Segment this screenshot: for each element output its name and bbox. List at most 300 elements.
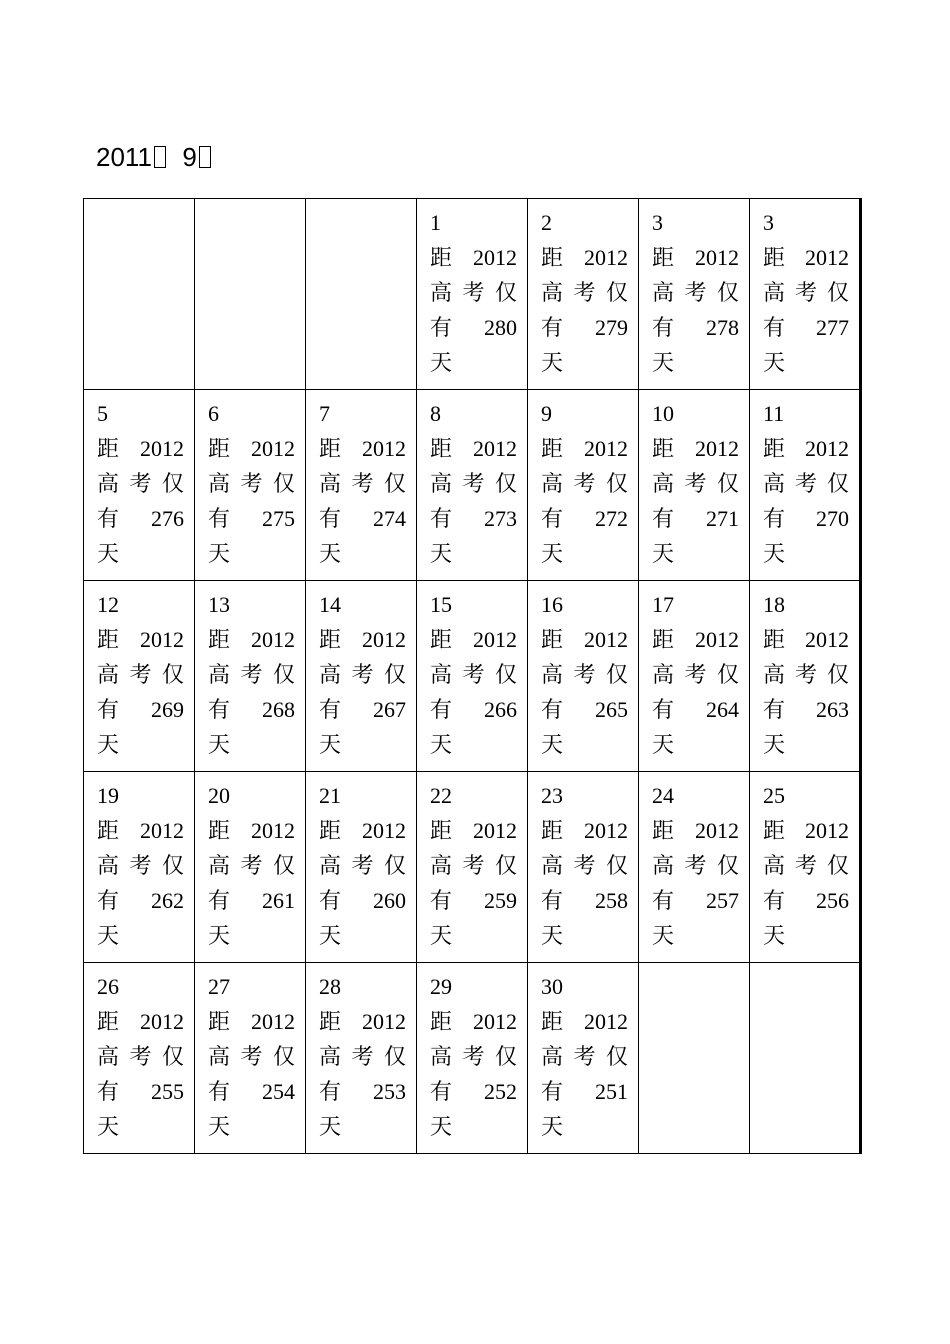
ju-char: 距 bbox=[430, 436, 453, 461]
day-content bbox=[639, 772, 749, 953]
jin-char: 仅 bbox=[494, 1044, 517, 1069]
exam-year: 2012 bbox=[584, 818, 628, 843]
gao-char: 高 bbox=[541, 853, 564, 878]
day-number: 19 bbox=[97, 783, 119, 808]
gao-char: 高 bbox=[97, 471, 120, 496]
countdown-line-3 bbox=[763, 501, 849, 536]
countdown-line-1 bbox=[541, 240, 628, 275]
gao-char: 高 bbox=[652, 853, 675, 878]
ju-char: 距 bbox=[97, 627, 120, 652]
countdown-line-3 bbox=[208, 1074, 295, 1109]
calendar-day-cell bbox=[750, 772, 861, 963]
calendar-day-cell bbox=[195, 772, 306, 963]
exam-year: 2012 bbox=[695, 245, 739, 270]
day-number: 26 bbox=[97, 974, 119, 999]
you-char: 有 bbox=[97, 1079, 120, 1104]
you-char: 有 bbox=[652, 315, 675, 340]
days-remaining: 272 bbox=[595, 506, 628, 531]
kao-char: 考 bbox=[129, 853, 152, 878]
calendar-empty-cell bbox=[639, 963, 750, 1154]
day-number: 2 bbox=[541, 210, 552, 235]
days-remaining: 261 bbox=[262, 888, 295, 913]
countdown-line-3 bbox=[763, 883, 849, 918]
days-remaining: 280 bbox=[484, 315, 517, 340]
day-content bbox=[84, 581, 194, 762]
countdown-line-3 bbox=[652, 310, 739, 345]
days-remaining: 257 bbox=[706, 888, 739, 913]
exam-year: 2012 bbox=[805, 627, 849, 652]
day-number: 14 bbox=[319, 592, 341, 617]
calendar-day-cell bbox=[750, 581, 861, 772]
days-remaining: 269 bbox=[151, 697, 184, 722]
day-content bbox=[417, 199, 527, 380]
exam-year: 2012 bbox=[473, 245, 517, 270]
days-remaining: 273 bbox=[484, 506, 517, 531]
tian-char: 天 bbox=[541, 541, 564, 566]
ju-char: 距 bbox=[319, 818, 342, 843]
countdown-line-2 bbox=[97, 848, 184, 883]
countdown-line-1 bbox=[97, 622, 184, 657]
countdown-line-2 bbox=[208, 848, 295, 883]
jin-char: 仅 bbox=[383, 662, 406, 687]
kao-char: 考 bbox=[462, 853, 485, 878]
kao-char: 考 bbox=[573, 662, 596, 687]
day-number: 20 bbox=[208, 783, 230, 808]
countdown-line-3 bbox=[319, 1074, 406, 1109]
calendar-week-row bbox=[84, 963, 861, 1154]
you-char: 有 bbox=[208, 506, 231, 531]
you-char: 有 bbox=[319, 697, 342, 722]
jin-char: 仅 bbox=[383, 853, 406, 878]
day-content bbox=[750, 772, 859, 953]
tian-char: 天 bbox=[430, 350, 453, 375]
kao-char: 考 bbox=[794, 853, 817, 878]
exam-year: 2012 bbox=[695, 436, 739, 461]
tian-char: 天 bbox=[208, 923, 231, 948]
tian-char: 天 bbox=[319, 1114, 342, 1139]
exam-year: 2012 bbox=[805, 245, 849, 270]
countdown-line-1 bbox=[319, 431, 406, 466]
day-content bbox=[528, 199, 638, 380]
calendar-day-cell bbox=[195, 581, 306, 772]
days-remaining: 266 bbox=[484, 697, 517, 722]
days-remaining: 258 bbox=[595, 888, 628, 913]
kao-char: 考 bbox=[573, 280, 596, 305]
countdown-line-2 bbox=[541, 1039, 628, 1074]
ju-char: 距 bbox=[541, 818, 564, 843]
calendar-day-cell bbox=[84, 390, 195, 581]
kao-char: 考 bbox=[351, 1044, 374, 1069]
you-char: 有 bbox=[430, 888, 453, 913]
jin-char: 仅 bbox=[383, 1044, 406, 1069]
title-year: 2011 bbox=[96, 142, 152, 172]
kao-char: 考 bbox=[794, 471, 817, 496]
ju-char: 距 bbox=[652, 245, 675, 270]
ju-char: 距 bbox=[208, 436, 231, 461]
countdown-line-1 bbox=[430, 240, 517, 275]
jin-char: 仅 bbox=[605, 662, 628, 687]
day-content bbox=[84, 963, 194, 1144]
countdown-line-3 bbox=[430, 310, 517, 345]
countdown-line-3 bbox=[97, 883, 184, 918]
gao-char: 高 bbox=[319, 662, 342, 687]
kao-char: 考 bbox=[351, 471, 374, 496]
ju-char: 距 bbox=[541, 436, 564, 461]
ju-char: 距 bbox=[208, 627, 231, 652]
calendar-body bbox=[84, 199, 861, 1154]
ju-char: 距 bbox=[97, 1009, 120, 1034]
you-char: 有 bbox=[541, 1079, 564, 1104]
countdown-line-2 bbox=[319, 848, 406, 883]
kao-char: 考 bbox=[240, 471, 263, 496]
gao-char: 高 bbox=[97, 662, 120, 687]
tian-char: 天 bbox=[208, 732, 231, 757]
gao-char: 高 bbox=[319, 853, 342, 878]
countdown-line-2 bbox=[541, 657, 628, 692]
countdown-line-1 bbox=[319, 622, 406, 657]
tian-char: 天 bbox=[652, 541, 675, 566]
gao-char: 高 bbox=[430, 280, 453, 305]
countdown-line-1 bbox=[763, 622, 849, 657]
you-char: 有 bbox=[763, 506, 786, 531]
tian-char: 天 bbox=[763, 923, 786, 948]
calendar-day-cell bbox=[195, 390, 306, 581]
day-number: 16 bbox=[541, 592, 563, 617]
exam-year: 2012 bbox=[695, 818, 739, 843]
jin-char: 仅 bbox=[605, 471, 628, 496]
day-number: 6 bbox=[208, 401, 219, 426]
calendar-table bbox=[83, 198, 862, 1154]
day-content bbox=[528, 772, 638, 953]
you-char: 有 bbox=[319, 506, 342, 531]
day-number: 25 bbox=[763, 783, 785, 808]
you-char: 有 bbox=[208, 697, 231, 722]
calendar-day-cell bbox=[417, 581, 528, 772]
exam-year: 2012 bbox=[362, 436, 406, 461]
countdown-line-3 bbox=[319, 692, 406, 727]
ju-char: 距 bbox=[430, 1009, 453, 1034]
countdown-line-1 bbox=[208, 622, 295, 657]
tian-char: 天 bbox=[541, 732, 564, 757]
days-remaining: 274 bbox=[373, 506, 406, 531]
you-char: 有 bbox=[541, 506, 564, 531]
gao-char: 高 bbox=[208, 853, 231, 878]
kao-char: 考 bbox=[684, 853, 707, 878]
days-remaining: 275 bbox=[262, 506, 295, 531]
day-number: 23 bbox=[541, 783, 563, 808]
countdown-line-1 bbox=[763, 431, 849, 466]
kao-char: 考 bbox=[573, 471, 596, 496]
countdown-line-3 bbox=[541, 310, 628, 345]
tian-char: 天 bbox=[652, 732, 675, 757]
jin-char: 仅 bbox=[716, 853, 739, 878]
day-number: 24 bbox=[652, 783, 674, 808]
countdown-line-1 bbox=[97, 431, 184, 466]
day-number: 21 bbox=[319, 783, 341, 808]
calendar-day-cell bbox=[417, 199, 528, 390]
countdown-line-2 bbox=[541, 466, 628, 501]
day-content bbox=[417, 963, 527, 1144]
countdown-line-1 bbox=[763, 813, 849, 848]
countdown-line-1 bbox=[319, 813, 406, 848]
gao-char: 高 bbox=[430, 1044, 453, 1069]
jin-char: 仅 bbox=[826, 853, 849, 878]
gao-char: 高 bbox=[319, 471, 342, 496]
day-content bbox=[306, 390, 416, 571]
gao-char: 高 bbox=[652, 471, 675, 496]
jin-char: 仅 bbox=[383, 471, 406, 496]
kao-char: 考 bbox=[794, 662, 817, 687]
tian-char: 天 bbox=[763, 350, 786, 375]
gao-char: 高 bbox=[652, 280, 675, 305]
ju-char: 距 bbox=[319, 1009, 342, 1034]
jin-char: 仅 bbox=[494, 471, 517, 496]
tian-char: 天 bbox=[97, 923, 120, 948]
countdown-line-2 bbox=[652, 657, 739, 692]
calendar-day-cell bbox=[639, 199, 750, 390]
countdown-line-3 bbox=[430, 883, 517, 918]
exam-year: 2012 bbox=[251, 1009, 295, 1034]
calendar-day-cell bbox=[639, 390, 750, 581]
day-content bbox=[639, 581, 749, 762]
jin-char: 仅 bbox=[605, 853, 628, 878]
day-content bbox=[639, 390, 749, 571]
calendar-day-cell bbox=[750, 390, 861, 581]
countdown-line-2 bbox=[430, 466, 517, 501]
ju-char: 距 bbox=[319, 627, 342, 652]
ju-char: 距 bbox=[763, 436, 786, 461]
exam-year: 2012 bbox=[362, 1009, 406, 1034]
days-remaining: 265 bbox=[595, 697, 628, 722]
countdown-line-2 bbox=[208, 1039, 295, 1074]
days-remaining: 253 bbox=[373, 1079, 406, 1104]
exam-year: 2012 bbox=[362, 627, 406, 652]
day-number: 15 bbox=[430, 592, 452, 617]
days-remaining: 260 bbox=[373, 888, 406, 913]
days-remaining: 271 bbox=[706, 506, 739, 531]
day-number: 7 bbox=[319, 401, 330, 426]
kao-char: 考 bbox=[351, 662, 374, 687]
countdown-line-1 bbox=[652, 622, 739, 657]
you-char: 有 bbox=[652, 506, 675, 531]
tian-char: 天 bbox=[541, 1114, 564, 1139]
gao-char: 高 bbox=[763, 280, 786, 305]
kao-char: 考 bbox=[129, 662, 152, 687]
countdown-line-3 bbox=[541, 1074, 628, 1109]
page-title bbox=[96, 142, 213, 173]
countdown-line-3 bbox=[97, 692, 184, 727]
exam-year: 2012 bbox=[362, 818, 406, 843]
ju-char: 距 bbox=[763, 818, 786, 843]
you-char: 有 bbox=[430, 315, 453, 340]
days-remaining: 262 bbox=[151, 888, 184, 913]
countdown-line-2 bbox=[430, 1039, 517, 1074]
countdown-line-2 bbox=[763, 848, 849, 883]
countdown-line-2 bbox=[763, 466, 849, 501]
gao-char: 高 bbox=[430, 662, 453, 687]
ju-char: 距 bbox=[541, 1009, 564, 1034]
days-remaining: 254 bbox=[262, 1079, 295, 1104]
days-remaining: 256 bbox=[816, 888, 849, 913]
tian-char: 天 bbox=[652, 350, 675, 375]
day-number: 3 bbox=[763, 210, 774, 235]
days-remaining: 279 bbox=[595, 315, 628, 340]
countdown-line-1 bbox=[208, 1004, 295, 1039]
gao-char: 高 bbox=[208, 471, 231, 496]
tian-char: 天 bbox=[430, 1114, 453, 1139]
gao-char: 高 bbox=[541, 471, 564, 496]
kao-char: 考 bbox=[240, 662, 263, 687]
kao-char: 考 bbox=[462, 471, 485, 496]
countdown-line-1 bbox=[430, 622, 517, 657]
day-content bbox=[306, 772, 416, 953]
you-char: 有 bbox=[763, 315, 786, 340]
day-content bbox=[417, 581, 527, 762]
calendar-day-cell bbox=[417, 772, 528, 963]
calendar-week-row bbox=[84, 199, 861, 390]
day-content bbox=[750, 199, 859, 380]
countdown-line-2 bbox=[541, 275, 628, 310]
day-content bbox=[306, 581, 416, 762]
day-content bbox=[750, 581, 859, 762]
you-char: 有 bbox=[430, 1079, 453, 1104]
jin-char: 仅 bbox=[716, 280, 739, 305]
calendar-day-cell bbox=[306, 581, 417, 772]
calendar-day-cell bbox=[528, 199, 639, 390]
day-content bbox=[528, 963, 638, 1144]
calendar-day-cell bbox=[639, 772, 750, 963]
countdown-line-1 bbox=[430, 813, 517, 848]
title-month: 9 bbox=[182, 142, 197, 172]
gao-char: 高 bbox=[208, 1044, 231, 1069]
day-content bbox=[417, 772, 527, 953]
calendar-day-cell bbox=[528, 963, 639, 1154]
ju-char: 距 bbox=[652, 436, 675, 461]
jin-char: 仅 bbox=[605, 1044, 628, 1069]
tian-char: 天 bbox=[430, 541, 453, 566]
day-number: 22 bbox=[430, 783, 452, 808]
ju-char: 距 bbox=[208, 818, 231, 843]
calendar-day-cell bbox=[306, 390, 417, 581]
day-number: 12 bbox=[97, 592, 119, 617]
tian-char: 天 bbox=[319, 732, 342, 757]
tian-char: 天 bbox=[763, 541, 786, 566]
jin-char: 仅 bbox=[272, 662, 295, 687]
exam-year: 2012 bbox=[473, 818, 517, 843]
gao-char: 高 bbox=[430, 853, 453, 878]
days-remaining: 268 bbox=[262, 697, 295, 722]
tian-char: 天 bbox=[652, 923, 675, 948]
day-number: 18 bbox=[763, 592, 785, 617]
countdown-line-1 bbox=[652, 240, 739, 275]
day-number: 5 bbox=[97, 401, 108, 426]
you-char: 有 bbox=[763, 697, 786, 722]
day-content bbox=[306, 963, 416, 1144]
ju-char: 距 bbox=[430, 245, 453, 270]
countdown-line-2 bbox=[208, 657, 295, 692]
countdown-line-3 bbox=[541, 883, 628, 918]
exam-year: 2012 bbox=[473, 1009, 517, 1034]
days-remaining: 276 bbox=[151, 506, 184, 531]
countdown-line-1 bbox=[541, 622, 628, 657]
day-content bbox=[528, 390, 638, 571]
tian-char: 天 bbox=[97, 1114, 120, 1139]
countdown-line-2 bbox=[319, 1039, 406, 1074]
calendar-day-cell bbox=[417, 963, 528, 1154]
jin-char: 仅 bbox=[161, 1044, 184, 1069]
ju-char: 距 bbox=[430, 818, 453, 843]
exam-year: 2012 bbox=[805, 436, 849, 461]
countdown-line-1 bbox=[97, 1004, 184, 1039]
kao-char: 考 bbox=[351, 853, 374, 878]
you-char: 有 bbox=[430, 697, 453, 722]
days-remaining: 270 bbox=[816, 506, 849, 531]
day-content bbox=[195, 963, 305, 1144]
exam-year: 2012 bbox=[251, 818, 295, 843]
countdown-line-1 bbox=[208, 431, 295, 466]
exam-year: 2012 bbox=[584, 627, 628, 652]
exam-year: 2012 bbox=[140, 818, 184, 843]
days-remaining: 259 bbox=[484, 888, 517, 913]
jin-char: 仅 bbox=[272, 1044, 295, 1069]
countdown-line-1 bbox=[208, 813, 295, 848]
exam-year: 2012 bbox=[251, 436, 295, 461]
jin-char: 仅 bbox=[161, 853, 184, 878]
tian-char: 天 bbox=[541, 923, 564, 948]
exam-year: 2012 bbox=[805, 818, 849, 843]
kao-char: 考 bbox=[462, 1044, 485, 1069]
days-remaining: 277 bbox=[816, 315, 849, 340]
calendar-empty-cell bbox=[84, 199, 195, 390]
jin-char: 仅 bbox=[494, 280, 517, 305]
exam-year: 2012 bbox=[584, 245, 628, 270]
kao-char: 考 bbox=[240, 853, 263, 878]
you-char: 有 bbox=[319, 888, 342, 913]
you-char: 有 bbox=[541, 888, 564, 913]
calendar-day-cell bbox=[84, 772, 195, 963]
gao-char: 高 bbox=[763, 662, 786, 687]
day-number: 27 bbox=[208, 974, 230, 999]
day-content bbox=[84, 772, 194, 953]
exam-year: 2012 bbox=[140, 1009, 184, 1034]
exam-year: 2012 bbox=[584, 436, 628, 461]
countdown-line-3 bbox=[763, 692, 849, 727]
gao-char: 高 bbox=[319, 1044, 342, 1069]
countdown-line-2 bbox=[652, 848, 739, 883]
calendar-day-cell bbox=[528, 581, 639, 772]
countdown-line-2 bbox=[97, 466, 184, 501]
countdown-line-2 bbox=[208, 466, 295, 501]
tian-char: 天 bbox=[319, 541, 342, 566]
countdown-line-3 bbox=[652, 501, 739, 536]
countdown-line-2 bbox=[763, 275, 849, 310]
tian-char: 天 bbox=[97, 732, 120, 757]
countdown-line-3 bbox=[430, 692, 517, 727]
calendar-week-row bbox=[84, 772, 861, 963]
jin-char: 仅 bbox=[826, 280, 849, 305]
countdown-line-3 bbox=[208, 501, 295, 536]
countdown-line-1 bbox=[652, 431, 739, 466]
calendar-day-cell bbox=[84, 581, 195, 772]
day-number: 11 bbox=[763, 401, 785, 426]
countdown-line-2 bbox=[763, 657, 849, 692]
days-remaining: 252 bbox=[484, 1079, 517, 1104]
kao-char: 考 bbox=[794, 280, 817, 305]
day-content bbox=[195, 581, 305, 762]
you-char: 有 bbox=[97, 506, 120, 531]
tian-char: 天 bbox=[763, 732, 786, 757]
countdown-line-3 bbox=[541, 501, 628, 536]
